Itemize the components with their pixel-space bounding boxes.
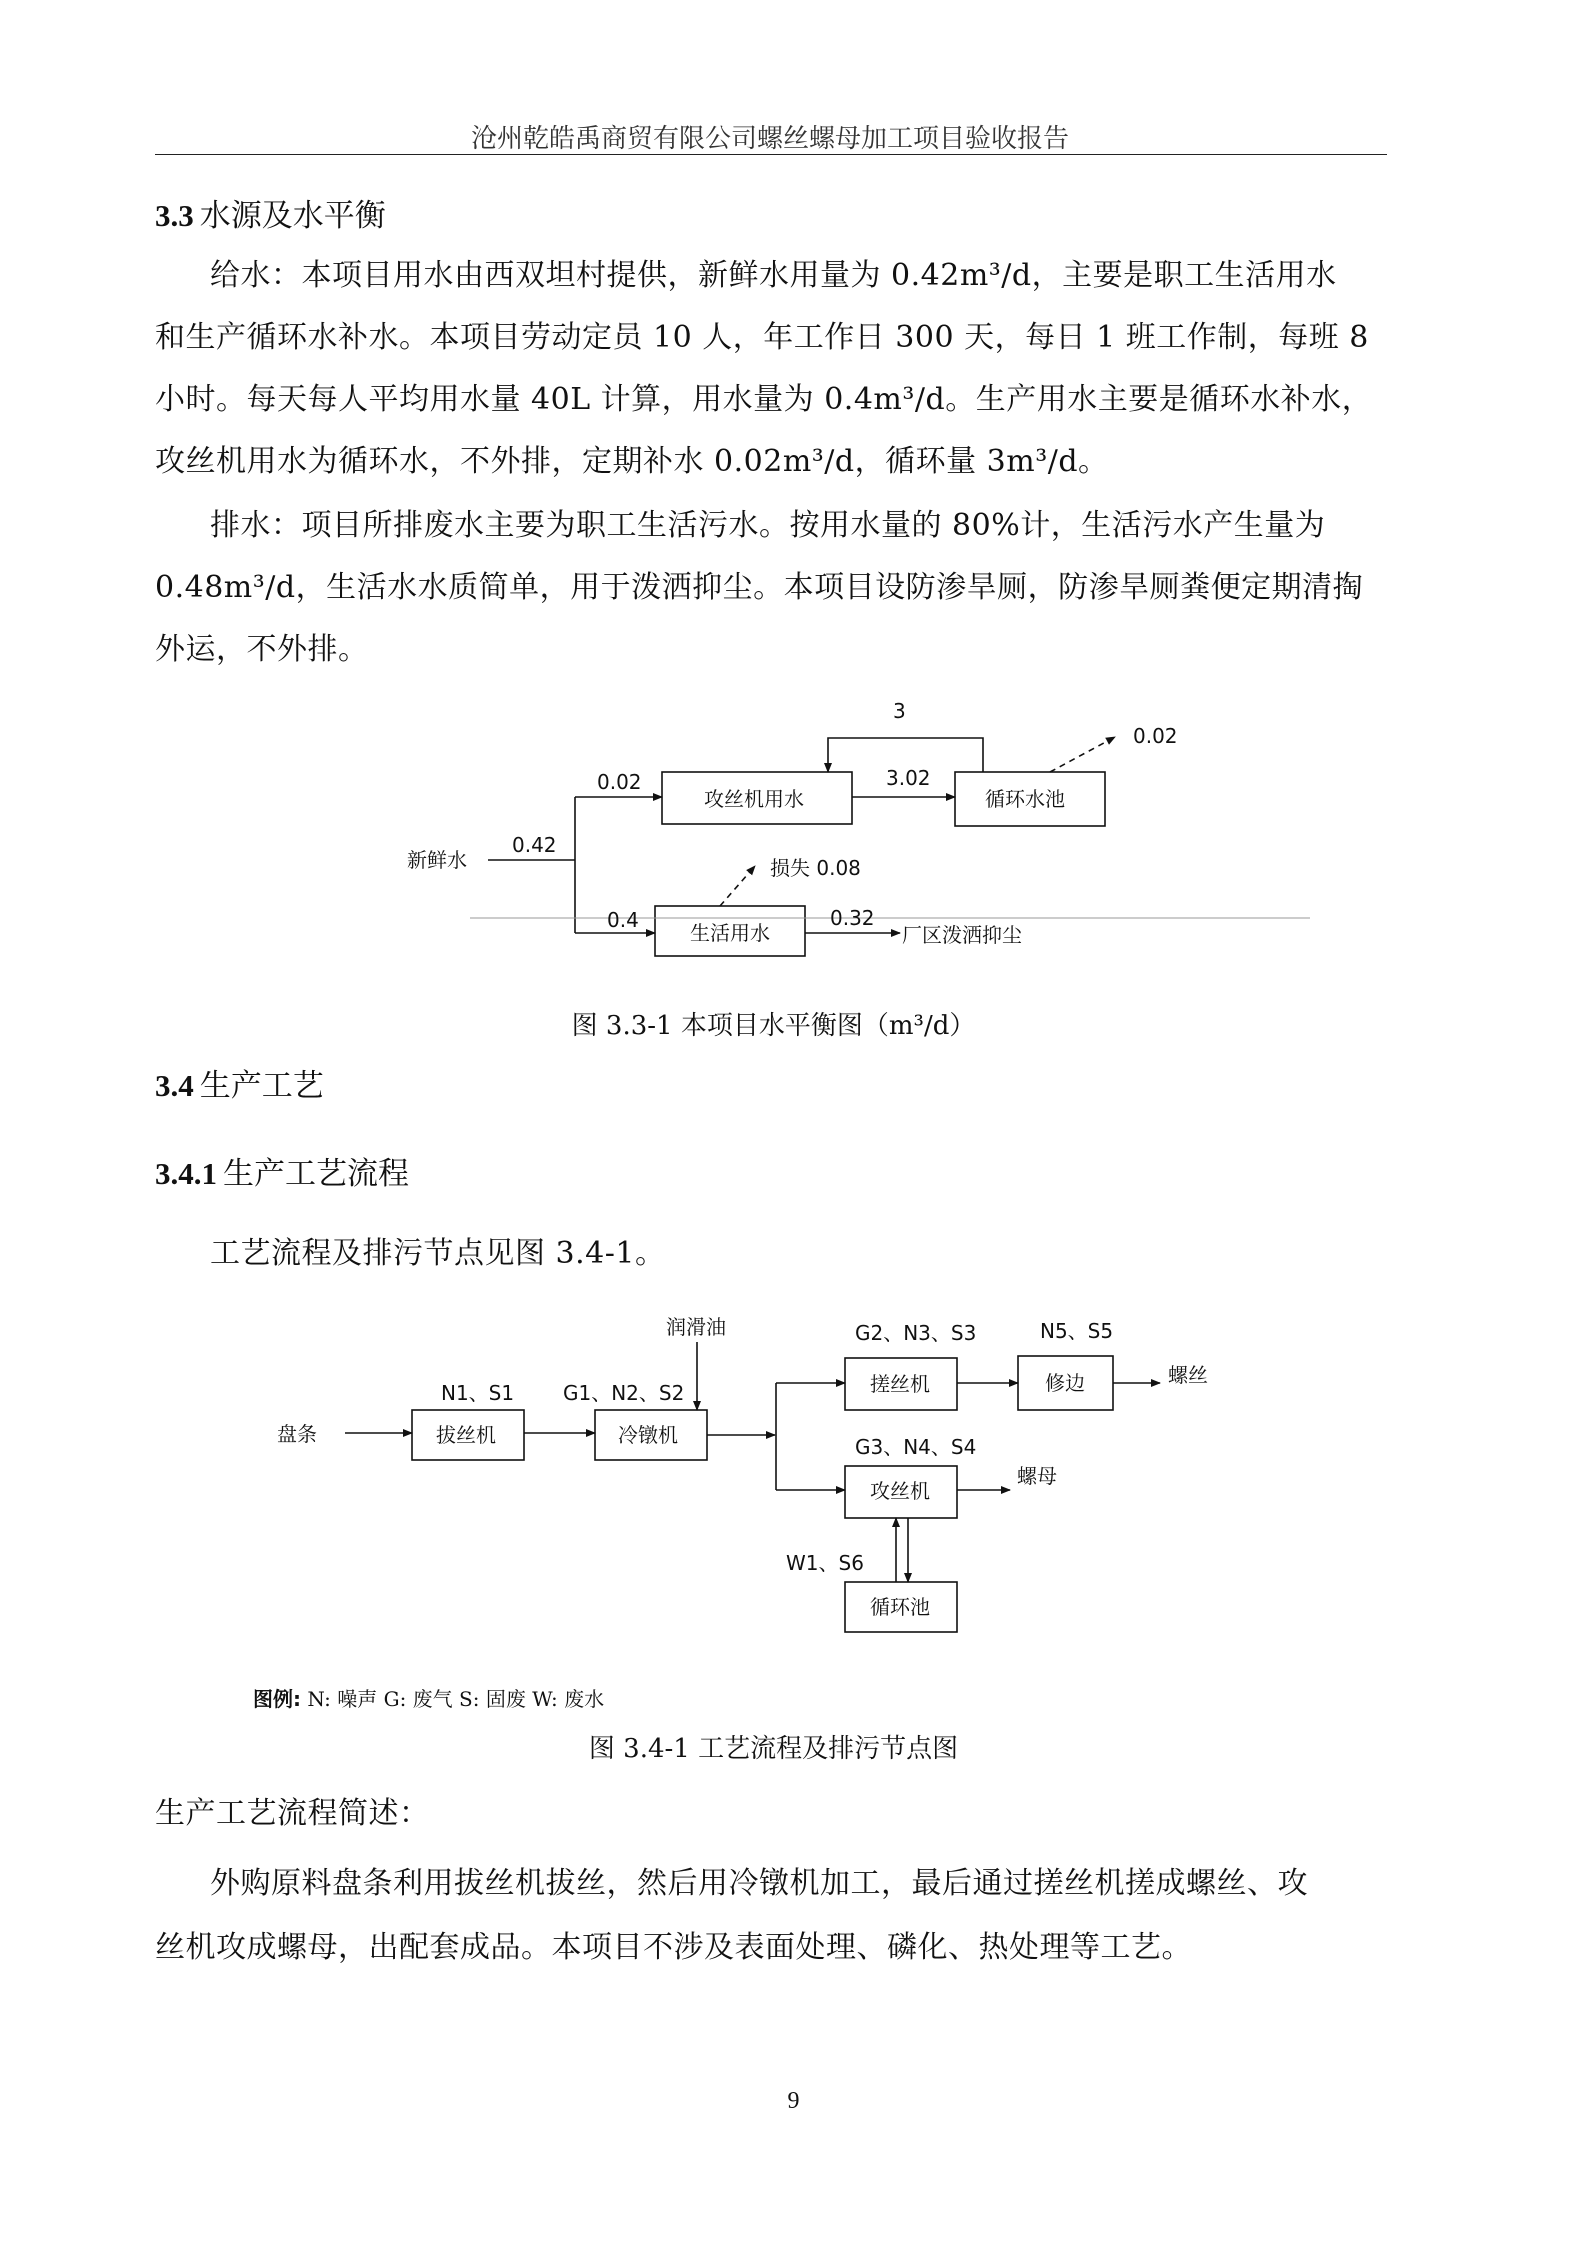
paragraph-line: 0.48m³/d，生活水水质简单，用于泼洒抑尘。本项目设防渗旱厕，防渗旱厕粪便定期清掏	[155, 570, 1364, 605]
section-heading-3-3	[155, 190, 386, 235]
pool-out-value: 0.02	[1133, 724, 1178, 748]
paragraph-line: 外运，不外排。	[155, 632, 369, 667]
drawing-box-label: 拔丝机	[436, 1423, 496, 1447]
recycle-value: 3	[893, 699, 906, 723]
section-number: 3.4	[155, 1068, 194, 1103]
lubricant-label: 润滑油	[666, 1315, 726, 1339]
fresh-water-value: 0.42	[512, 833, 557, 857]
living-out-value: 0.32	[830, 906, 875, 930]
legend-label: 图例:	[253, 1687, 301, 1711]
paragraph-line: 外购原料盘条利用拔丝机拔丝，然后用冷镦机加工，最后通过搓丝机搓成螺丝、攻	[210, 1866, 1308, 1901]
pool-box-label: 循环水池	[985, 787, 1065, 811]
living-box-label: 生活用水	[690, 921, 770, 945]
section-heading-3-4-1	[155, 1148, 409, 1193]
trim-nodes-label: N5、S5	[1040, 1319, 1114, 1343]
paragraph-line: 攻丝机用水为循环水，不外排，定期补水 0.02m³/d，循环量 3m³/d。	[155, 444, 1109, 479]
section-title: 水源及水平衡	[199, 198, 386, 234]
loss-label: 损失 0.08	[770, 856, 861, 880]
tapping-nodes-label: G3、N4、S4	[855, 1435, 977, 1459]
summary-title: 生产工艺流程简述：	[155, 1796, 430, 1831]
pool-box-label: 循环池	[870, 1595, 930, 1619]
rolling-nodes-label: G2、N3、S3	[855, 1321, 977, 1345]
dust-target-label: 厂区泼洒抑尘	[902, 923, 1022, 947]
nut-output-label: 螺母	[1017, 1464, 1057, 1488]
section-title: 生产工艺流程	[223, 1156, 409, 1192]
paragraph-line: 和生产循环水补水。本项目劳动定员 10 人，年工作日 300 天，每日 1 班工作制，每班 8	[155, 320, 1369, 355]
screw-output-label: 螺丝	[1168, 1363, 1208, 1387]
trim-box-label: 修边	[1045, 1371, 1085, 1395]
tapping-box-label: 攻丝机	[870, 1479, 930, 1503]
tap-value: 0.02	[597, 770, 642, 794]
page-number: 9	[787, 2088, 800, 2114]
figure-caption: 图 3.4-1 工艺流程及排污节点图	[588, 1734, 959, 1764]
figure-caption: 图 3.3-1 本项目水平衡图（m³/d）	[571, 1011, 976, 1041]
drawing-nodes-label: N1、S1	[441, 1381, 515, 1405]
section-number: 3.4.1	[155, 1156, 217, 1191]
document-header: 沧州乾皓禹商贸有限公司螺丝螺母加工项目验收报告	[470, 124, 1069, 154]
fresh-water-label: 新鲜水	[407, 848, 467, 872]
process-flow-diagram	[0, 1300, 1587, 1680]
section-title: 生产工艺	[199, 1068, 324, 1104]
diagram-legend	[253, 1683, 604, 1712]
water-balance-diagram	[0, 680, 1587, 1000]
heading-box-label: 冷镦机	[618, 1423, 678, 1447]
paragraph-line: 丝机攻成螺母，出配套成品。本项目不涉及表面处理、磷化、热处理等工艺。	[155, 1930, 1192, 1965]
section-number: 3.3	[155, 198, 194, 233]
paragraph-line: 给水：本项目用水由西双坦村提供，新鲜水用量为 0.42m³/d，主要是职工生活用水	[210, 258, 1337, 293]
paragraph-line: 工艺流程及排污节点见图 3.4-1。	[210, 1236, 666, 1271]
pool-loss-arrow	[1050, 737, 1115, 772]
header-divider	[155, 154, 1387, 155]
paragraph-line: 小时。每天每人平均用水量 40L 计算，用水量为 0.4m³/d。生产用水主要是循环水补水，	[155, 382, 1373, 417]
legend-text: N: 噪声 G: 废气 S: 固废 W: 废水	[307, 1687, 605, 1711]
paragraph-line: 排水：项目所排废水主要为职工生活污水。按用水量的 80%计，生活污水产生量为	[210, 508, 1326, 543]
input-label: 盘条	[277, 1422, 317, 1446]
pool-nodes-label: W1、S6	[786, 1551, 864, 1575]
living-value: 0.4	[607, 908, 639, 932]
section-heading-3-4	[155, 1060, 324, 1105]
heading-nodes-label: G1、N2、S2	[563, 1381, 685, 1405]
tapping-box-label: 攻丝机用水	[704, 787, 804, 811]
living-loss-arrow	[720, 866, 755, 906]
rolling-box-label: 搓丝机	[870, 1372, 930, 1396]
to-pool-value: 3.02	[886, 766, 931, 790]
